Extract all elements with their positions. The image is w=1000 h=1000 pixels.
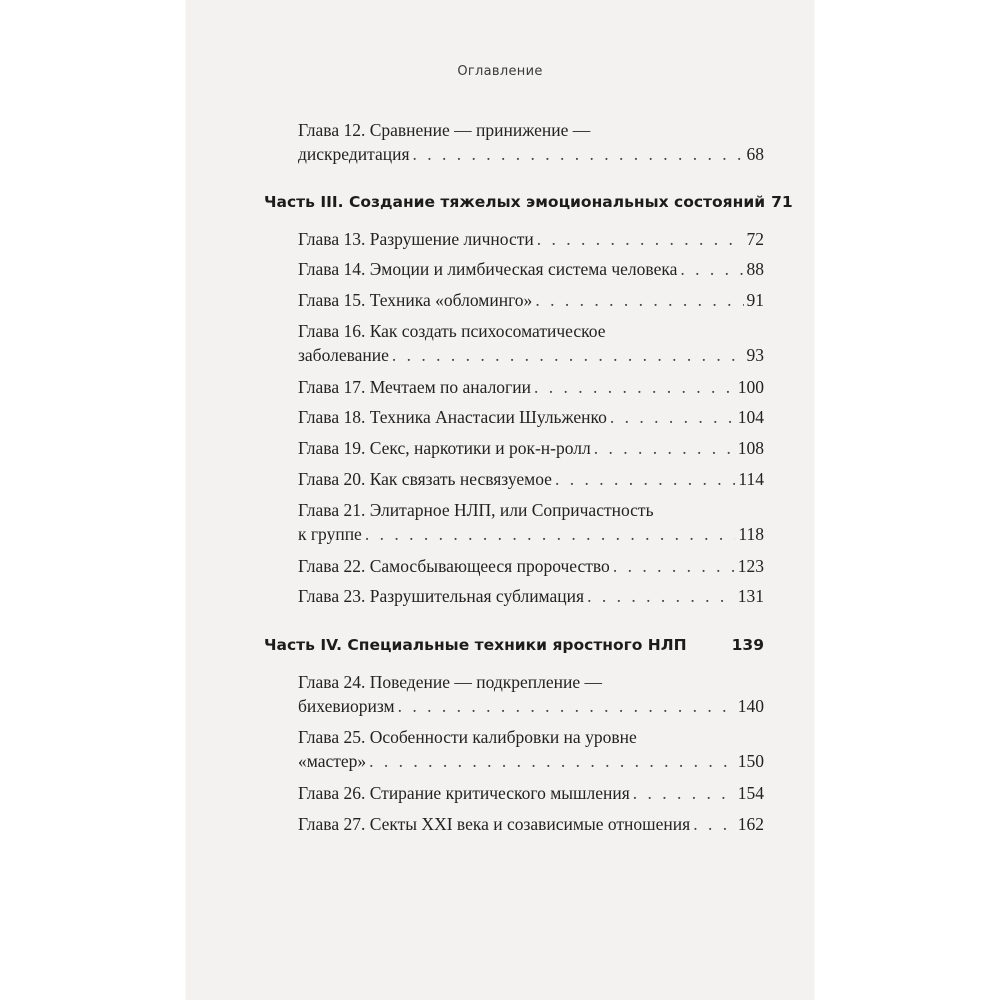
toc-entry-title: заболевание: [298, 345, 389, 365]
dot-leader: [535, 289, 743, 311]
toc-entry-title: Глава 19. Секс, наркотики и рок-н-ролл: [298, 438, 591, 458]
toc-entry-part3[interactable]: [264, 191, 793, 213]
toc-entry-ch23[interactable]: [298, 585, 764, 607]
page-number: 114: [738, 469, 764, 489]
toc-entry-ch14[interactable]: [298, 258, 764, 280]
toc-entry-title: Глава 13. Разрушение личности: [298, 229, 534, 249]
toc-entry-ch12-line1: Глава 12. Сравнение — принижение —: [298, 120, 591, 140]
running-head: Оглавление: [457, 64, 543, 79]
toc-entry-ch21-line1: Глава 21. Элитарное НЛП, или Сопричастность: [298, 500, 654, 520]
page-number: 72: [746, 229, 764, 249]
dot-leader: [534, 376, 735, 398]
dot-leader: [398, 695, 735, 717]
toc-entry-title: Глава 26. Стирание критического мышления: [298, 783, 630, 803]
dot-leader: [587, 585, 735, 607]
toc-entry-ch20[interactable]: [298, 468, 764, 490]
page-number: 140: [737, 696, 764, 716]
toc-entry-title: Глава 14. Эмоции и лимбическая система человека: [298, 259, 678, 279]
page-number: 108: [737, 438, 764, 458]
dot-leader: [594, 437, 735, 459]
toc-entry-ch24[interactable]: [298, 695, 764, 717]
toc-entry-ch26[interactable]: [298, 782, 764, 804]
toc-entry-ch13[interactable]: [298, 228, 764, 250]
toc-entry-ch17[interactable]: [298, 376, 764, 398]
toc-entry-ch16-line1: Глава 16. Как создать психосоматическое: [298, 321, 606, 341]
dot-leader: [537, 228, 744, 250]
page-number: 118: [738, 524, 764, 544]
toc-entry-ch25-line1: Глава 25. Особенности калибровки на уровне: [298, 727, 637, 747]
page-number: 162: [737, 814, 764, 834]
toc-entry-ch19[interactable]: [298, 437, 764, 459]
toc-entry-ch12[interactable]: [298, 143, 764, 165]
toc-entry-part4[interactable]: [264, 634, 764, 656]
book-page: [186, 0, 814, 1000]
toc-entry-ch21[interactable]: [298, 523, 764, 545]
toc-part-title: Часть III. Создание тяжелых эмоциональных состояний: [264, 193, 766, 211]
toc-entry-title: Глава 17. Мечтаем по аналогии: [298, 377, 531, 397]
toc-entry-ch18[interactable]: [298, 406, 764, 428]
toc-entry-title: «мастер»: [298, 751, 367, 771]
toc-entry-title: Глава 27. Секты XXI века и созависимые отношения: [298, 814, 691, 834]
dot-leader: [680, 258, 743, 280]
toc-entry-ch25[interactable]: [298, 750, 764, 772]
page-number: 93: [746, 345, 764, 365]
dot-leader: [392, 344, 744, 366]
dot-leader: [413, 143, 744, 165]
toc-entry-ch22[interactable]: [298, 555, 764, 577]
page-number: 150: [737, 751, 764, 771]
toc-part-title: Часть IV. Специальные техники яростного НЛП: [264, 636, 687, 654]
page-number: 131: [737, 586, 764, 606]
dot-leader: [369, 750, 735, 772]
toc-entry-title: Глава 15. Техника «обломинго»: [298, 290, 533, 310]
toc-entry-title: Глава 22. Самосбывающееся пророчество: [298, 556, 610, 576]
dot-leader: [610, 406, 735, 428]
page-number: 91: [746, 290, 764, 310]
page-number: 154: [737, 783, 764, 803]
dot-leader: [633, 782, 735, 804]
toc-entry-title: бихевиоризм: [298, 696, 395, 716]
toc-entry-ch24-line1: Глава 24. Поведение — подкрепление —: [298, 672, 603, 692]
toc-entry-title: Глава 20. Как связать несвязуемое: [298, 469, 552, 489]
page-number: 139: [731, 636, 764, 654]
toc-entry-ch27[interactable]: [298, 813, 764, 835]
page-number: 100: [737, 377, 764, 397]
dot-leader: [555, 468, 735, 490]
dot-leader: [365, 523, 736, 545]
page-number: 104: [737, 407, 764, 427]
page-number: 123: [737, 556, 764, 576]
page-number: 88: [746, 259, 764, 279]
page-number: 71: [771, 193, 793, 211]
toc-entry-ch15[interactable]: [298, 289, 764, 311]
dot-leader: [693, 813, 735, 835]
toc-entry-title: Глава 18. Техника Анастасии Шульженко: [298, 407, 607, 427]
dot-leader: [613, 555, 735, 577]
toc-entry-title: дискредитация: [298, 144, 410, 164]
page-number: 68: [746, 144, 764, 164]
table-of-contents: [186, 0, 814, 1000]
toc-entry-ch16[interactable]: [298, 344, 764, 366]
toc-entry-title: к группе: [298, 524, 362, 544]
toc-entry-title: Глава 23. Разрушительная сублимация: [298, 586, 585, 606]
